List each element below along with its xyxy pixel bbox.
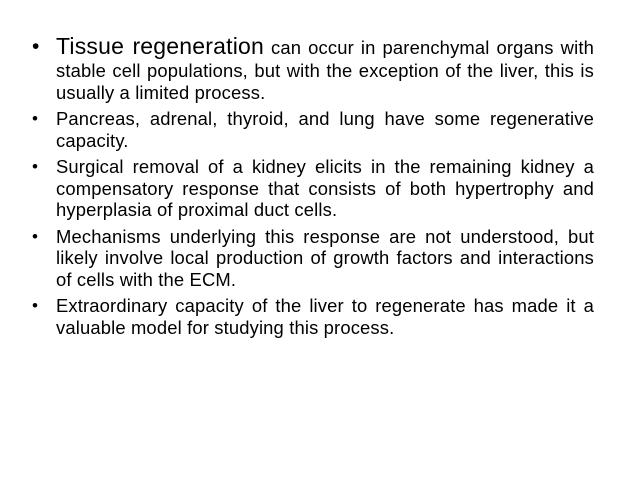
bullet-text: Mechanisms underlying this response are not understood, but likely involve local production of growth factors and interactions of cells with the ECM. [56,225,594,290]
bullet-dot-icon: • [32,157,38,176]
bullet-item [32,108,594,151]
bullet-text: Pancreas, adrenal, thyroid, and lung have some regenerative capacity. [56,108,594,151]
bullet-item [32,33,594,103]
bullet-text: Surgical removal of a kidney elicits in the remaining kidney a compensatory response that consists of both hypertrophy and hyperplasia of proximal duct cells. [56,156,594,220]
bullet-item [32,226,594,291]
bullet-dot-icon: • [32,296,38,315]
bullet-list [32,33,594,343]
bullet-text: Extraordinary capacity of the liver to regenerate has made it a valuable model for studying this process. [56,295,594,338]
bullet-item [32,295,594,338]
bullet-dot-icon: • [32,35,40,58]
bullet-dot-icon: • [32,109,38,128]
bullet-lead-text: Tissue regeneration [56,33,264,59]
bullet-dot-icon: • [32,226,38,246]
bullet-item [32,156,594,221]
bullet-text: can occur in parenchymal organs with stable cell populations, but with the exception of the liver, this is usually a limited process. [56,37,594,103]
